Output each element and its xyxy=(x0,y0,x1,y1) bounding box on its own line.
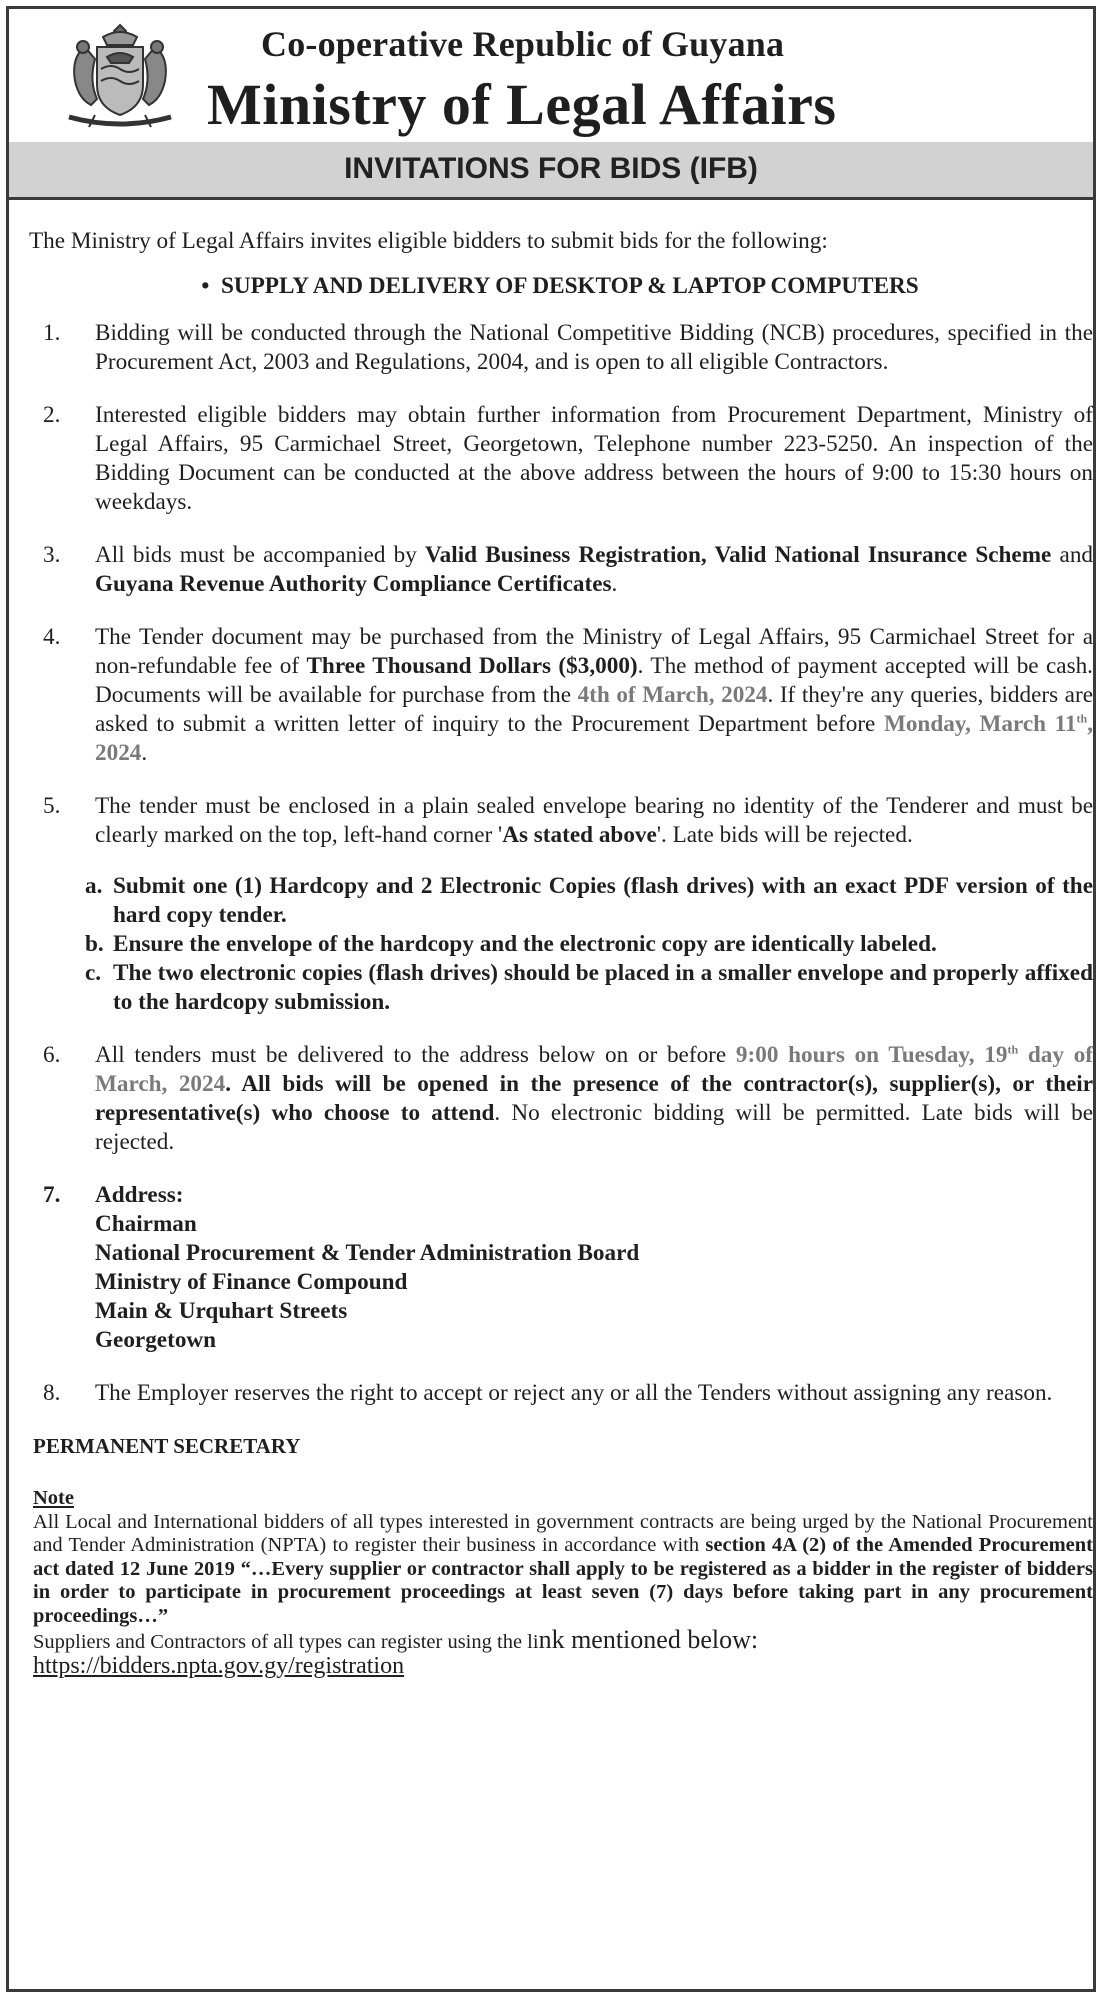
ministry-title: Ministry of Legal Affairs xyxy=(207,72,837,137)
registration-text: Suppliers and Contractors of all types can register using the link mentioned below: xyxy=(33,1625,759,1654)
item-number: 2. xyxy=(43,402,61,428)
item-bold-text: Guyana Revenue Authority Compliance Certificates xyxy=(95,571,612,597)
item-text: All tenders must be delivered to the address below on or before xyxy=(95,1042,736,1068)
item-number: 4. xyxy=(43,624,61,650)
availability-date: 4th of March, 2024 xyxy=(577,682,768,708)
item-number: 1. xyxy=(43,320,61,346)
item-text: The Employer reserves the right to accept or reject any or all the Tenders without assigning any reason. xyxy=(95,1380,1053,1406)
sub-items xyxy=(85,872,1093,1017)
item-text: All bids must be accompanied by xyxy=(95,542,426,568)
numbered-item-7 xyxy=(27,1181,1093,1355)
item-text: . No electronic bidding will be permitted. Late bids will be rejected. xyxy=(95,1100,1093,1155)
banner xyxy=(9,142,1093,200)
item-text: . xyxy=(141,740,148,766)
inquiry-deadline: Monday, March 11th, 2024 xyxy=(95,711,1093,766)
sub-item-b: b. Ensure the envelope of the hardcopy and the electronic copy are identically labeled. xyxy=(85,931,937,957)
signatory: PERMANENT SECRETARY xyxy=(33,1434,301,1458)
item-text: Bidding will be conducted through the National Competitive Bidding (NCB) procedures, specified in the Procurement Act, 2003 and Regulations, 2004, and is open to all eligible Contractors. xyxy=(95,320,1093,375)
address-line: National Procurement & Tender Administration Board xyxy=(95,1240,640,1266)
numbered-item-2 xyxy=(27,401,1093,517)
notice-body xyxy=(27,227,1093,1678)
fee-amount: Three Thousand Dollars ($3,000) xyxy=(306,653,638,679)
country-name: Co-operative Republic of Guyana xyxy=(261,24,785,64)
numbered-item-3 xyxy=(27,541,1093,599)
item-bold-text: . All bids will be opened in the presence of the contractor(s), supplier(s), or their representative(s) who choose to attend xyxy=(95,1071,1093,1126)
intro-text: The Ministry of Legal Affairs invites eligible bidders to submit bids for the following: xyxy=(29,228,828,254)
item-number: 6. xyxy=(43,1042,61,1068)
numbered-item-5 xyxy=(27,792,1093,850)
item-number: 3. xyxy=(43,542,61,568)
address-line: Ministry of Finance Compound xyxy=(95,1269,408,1295)
item-text: . If they're any queries, bidders are asked to submit a written letter of inquiry to the Procurement Department before xyxy=(95,682,1093,737)
submission-deadline: 9:00 hours on Tuesday, 19th day of March, 2024 xyxy=(95,1042,1094,1097)
numbered-item-1 xyxy=(27,319,1093,377)
item-text: The Tender document may be purchased from the Ministry of Legal Affairs, 95 Carmichael Street for a non-refundable fee of xyxy=(95,624,1093,679)
note-paragraph: All Local and International bidders of all types interested in government contracts are being urged by the National Procurement and Tender Administration (NPTA) to register their business in accordance with section 4A (2) of the Amended Procurement act dated 12 June 2019 “…Every supplier or contractor shall apply to be registered as a bidder in the register of bidders in order to participate in procurement proceedings at least seven (7) days before taking part in any procurement proceedings…” xyxy=(33,1510,1093,1627)
item-text: Interested eligible bidders may obtain further information from Procurement Department, Ministry of Legal Affairs, 95 Carmichael Street, Georgetown, Telephone number 223-5250. An inspection of the Bidding Document can be conducted at the above address between the hours of 9:00 to 15:30 hours on weekdays. xyxy=(95,402,1093,515)
numbered-item-4 xyxy=(27,623,1093,768)
item-text: '. Late bids will be rejected. xyxy=(656,822,913,848)
address-label: Address: xyxy=(95,1182,184,1208)
numbered-item-6 xyxy=(27,1041,1093,1157)
item-bold-text: Valid Business Registration, Valid National Insurance Scheme xyxy=(425,542,1052,568)
item-bold-text: As stated above xyxy=(502,822,657,848)
ifb-notice xyxy=(6,6,1096,1992)
address-line: Main & Urquhart Streets xyxy=(95,1298,348,1324)
item-number: 8. xyxy=(43,1380,61,1406)
bid-item-bullet: • SUPPLY AND DELIVERY OF DESKTOP & LAPTOP COMPUTERS xyxy=(201,273,919,299)
sub-item-c: c. The two electronic copies (flash drives) should be placed in a smaller envelope and properly affixed to the hardcopy submission. xyxy=(85,960,1093,1015)
banner-title: INVITATIONS FOR BIDS (IFB) xyxy=(344,152,758,185)
address-line: Chairman xyxy=(95,1211,197,1237)
sub-item-a: a. Submit one (1) Hardcopy and 2 Electronic Copies (flash drives) with an exact PDF version of the hard copy tender. xyxy=(85,873,1093,928)
bid-item-title: SUPPLY AND DELIVERY OF DESKTOP & LAPTOP COMPUTERS xyxy=(221,273,919,299)
guyana-coat-of-arms-icon xyxy=(55,17,185,135)
address-line: Georgetown xyxy=(95,1327,217,1353)
item-text: The tender must be enclosed in a plain sealed envelope bearing no identity of the Tenderer and must be clearly marked on the top, left-hand corner ' xyxy=(95,793,1093,848)
item-text: and xyxy=(1051,542,1094,568)
header xyxy=(9,9,1093,137)
numbered-item-8 xyxy=(27,1379,1093,1408)
note-heading: Note xyxy=(33,1487,74,1509)
item-number: 5. xyxy=(43,793,61,819)
note-section xyxy=(33,1487,1093,1678)
item-text: . xyxy=(611,571,618,597)
item-text: . The method of payment accepted will be cash. Documents will be available for purchase from the xyxy=(95,653,1093,708)
registration-link[interactable]: https://bidders.npta.gov.gy/registration xyxy=(33,1652,405,1679)
item-number: 7. xyxy=(43,1182,61,1208)
